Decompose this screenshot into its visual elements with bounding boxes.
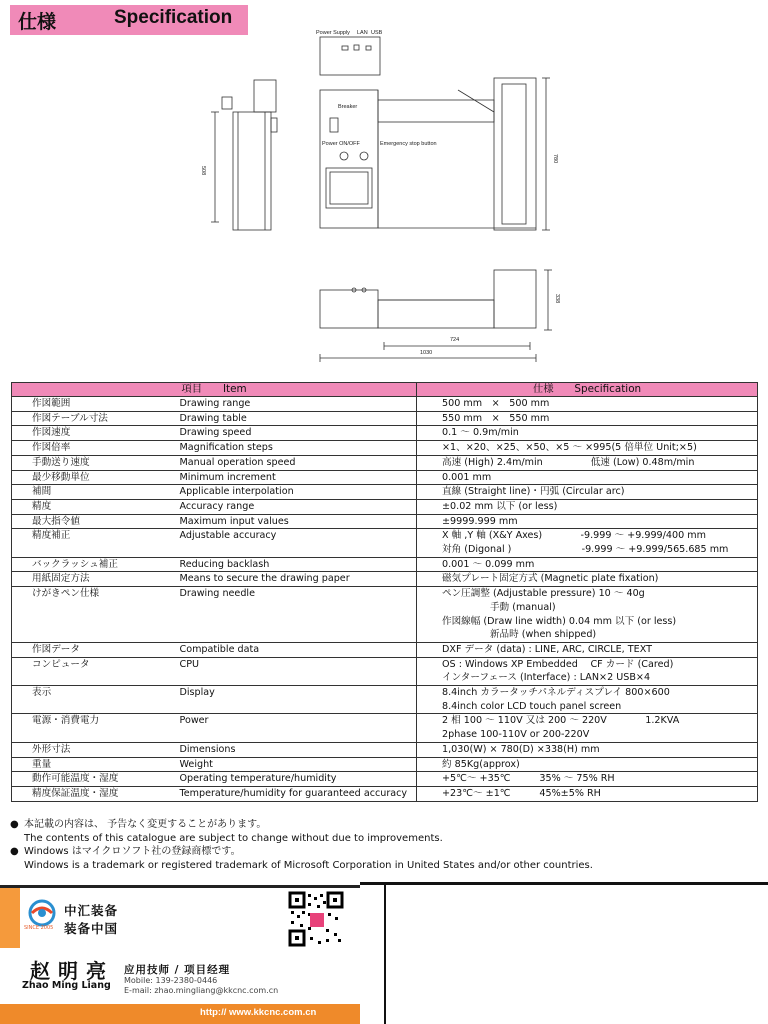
spec-item-jp: 最大指令値 (12, 514, 178, 529)
card-top-bar (0, 885, 360, 888)
note-1-jp: ● 本記載の内容は、 予告なく変更することがあります。 (10, 819, 267, 830)
company-name-line2: 装备中国 (64, 921, 119, 936)
label-power-onoff: Power ON/OFF (322, 141, 360, 147)
spec-row (12, 742, 758, 757)
connector-panel (320, 37, 380, 75)
header-item: 項目 Item (12, 383, 417, 397)
spec-item-jp: 精度 (12, 499, 178, 514)
spec-value (417, 786, 758, 801)
spec-value (417, 426, 758, 441)
spec-item-jp: バックラッシュ補正 (12, 557, 178, 572)
spec-value (417, 470, 758, 485)
contact-name-cn: 赵明亮 (30, 959, 114, 983)
spec-row (12, 686, 758, 714)
spec-item-en: Maximum input values (178, 514, 417, 529)
spec-value (417, 587, 758, 643)
notes (10, 818, 750, 872)
spec-item-jp: 外形寸法 (12, 742, 178, 757)
label-power-supply: Power Supply (316, 30, 350, 36)
spec-value-line: +5℃～ +35℃ 35% ～ 75% RH (442, 773, 615, 785)
spec-value (417, 772, 758, 787)
spec-value-line: 磁気プレート固定方式 (Magnetic plate fixation) (442, 573, 659, 585)
spec-row (12, 557, 758, 572)
header-spec: 仕様 Specification (417, 383, 758, 397)
note-1-en: The contents of this catalogue are subject to change without due to improvements. (24, 832, 443, 844)
spec-value (417, 757, 758, 772)
spec-item-en: Display (178, 686, 417, 714)
spec-value (417, 499, 758, 514)
spec-item-en: Weight (178, 757, 417, 772)
spec-item-jp: 精度補正 (12, 529, 178, 557)
spec-item-en: Temperature/humidity for guaranteed accuracy (178, 786, 417, 801)
contact-email: E-mail: zhao.mingliang@kkcnc.com.cn (124, 986, 279, 995)
spec-item-jp: けがきペン仕様 (12, 587, 178, 643)
spec-value-line: 8.4inch カラータッチパネルディスプレイ 800×600 (442, 687, 670, 699)
note-2-jp: ● Windows はマイクロソフト社の登録商標です。 (10, 846, 241, 857)
dim-724: 724 (450, 337, 460, 343)
spec-value-line: 1,030(W) × 780(D) ×338(H) mm (442, 743, 600, 755)
spec-value (417, 485, 758, 500)
spec-value-line: 2 相 100 ～ 110V 又は 200 ～ 220V 1.2KVA (442, 715, 680, 727)
spec-value (417, 714, 758, 742)
spec-row (12, 772, 758, 787)
spec-row (12, 441, 758, 456)
spec-item-en: Adjustable accuracy (178, 529, 417, 557)
spec-value-line: ±0.02 mm 以下 (or less) (442, 500, 558, 512)
technical-drawing (0, 0, 768, 380)
spec-row (12, 514, 758, 529)
card-accent (0, 888, 20, 948)
spec-row (12, 426, 758, 441)
spec-item-jp: 用紙固定方法 (12, 572, 178, 587)
contact-name-en: Zhao Ming Liang (22, 980, 111, 991)
header-title-en: Specification (114, 7, 233, 28)
label-usb: USB (371, 30, 383, 36)
contact-role: 应用技师 / 项目经理 (124, 964, 231, 976)
spec-value-line: DXF データ (data) : LINE, ARC, CIRCLE, TEXT (442, 643, 652, 655)
spec-item-jp: 作図倍率 (12, 441, 178, 456)
spec-value-line: インターフェース (Interface) : LAN×2 USB×4 (442, 672, 651, 684)
spec-value-line: ×1、×20、×25、×50、×5 ～ ×995(5 倍単位 Unit;×5) (442, 442, 697, 454)
spec-item-en: Reducing backlash (178, 557, 417, 572)
spec-item-jp: 精度保証温度・湿度 (12, 786, 178, 801)
dim-1030: 1030 (420, 350, 433, 356)
divider-vertical (384, 885, 386, 1024)
spec-item-jp: コンピュータ (12, 657, 178, 685)
elevation-view (320, 290, 378, 328)
spec-row (12, 485, 758, 500)
qr-code-icon (288, 891, 344, 947)
spec-table-body (12, 397, 758, 802)
spec-value-line: X 軸 ,Y 軸 (X&Y Axes) -9.999 ～ +9.999/400 mm (442, 530, 706, 542)
spec-value (417, 441, 758, 456)
spec-item-en: Magnification steps (178, 441, 417, 456)
label-lan: LAN (357, 30, 368, 36)
website-link[interactable]: http:// www.kkcnc.com.cn (200, 1007, 317, 1018)
divider-line (360, 882, 768, 885)
spec-item-jp: 作図速度 (12, 426, 178, 441)
header-title-jp: 仕様 (18, 11, 57, 33)
spec-row (12, 529, 758, 557)
spec-item-en: Means to secure the drawing paper (178, 572, 417, 587)
spec-value (417, 572, 758, 587)
spec-value-line: 対角 (Digonal ) -9.999 ～ +9.999/565.685 mm (442, 544, 729, 556)
dim-780: 780 (552, 154, 558, 164)
spec-value (417, 529, 758, 557)
spec-item-en: Dimensions (178, 742, 417, 757)
spec-row (12, 455, 758, 470)
spec-item-jp: 電源・消費電力 (12, 714, 178, 742)
spec-value-line: 0.001 mm (442, 471, 492, 483)
spec-value-line: ペン圧調整 (Adjustable pressure) 10 ～ 40g (442, 588, 645, 600)
spec-value (417, 686, 758, 714)
spec-item-en: Manual operation speed (178, 455, 417, 470)
spec-item-en: Operating temperature/humidity (178, 772, 417, 787)
spec-row (12, 499, 758, 514)
spec-value-line: 新品時 (when shipped) (442, 629, 597, 641)
spec-item-jp: 作図データ (12, 642, 178, 657)
spec-value-line: ±9999.999 mm (442, 515, 518, 527)
spec-value-line: 8.4inch color LCD touch panel screen (442, 700, 622, 712)
spec-item-jp: 作図範囲 (12, 397, 178, 412)
spec-item-en: Drawing speed (178, 426, 417, 441)
spec-item-jp: 手動送り速度 (12, 455, 178, 470)
spec-row (12, 714, 758, 742)
spec-value (417, 557, 758, 572)
dim-508: 508 (200, 166, 206, 176)
spec-value-line: 高速 (High) 2.4m/min 低速 (Low) 0.48m/min (442, 456, 695, 468)
label-breaker: Breaker (338, 104, 358, 110)
spec-table (11, 382, 758, 802)
spec-item-en: Minimum increment (178, 470, 417, 485)
spec-value-line: 550 mm × 550 mm (442, 412, 550, 424)
spec-row (12, 757, 758, 772)
spec-value-line: 0.1 ～ 0.9m/min (442, 427, 519, 439)
spec-item-jp: 補間 (12, 485, 178, 500)
spec-value (417, 642, 758, 657)
label-emergency: Emergency stop button (380, 141, 437, 147)
spec-value (417, 397, 758, 412)
spec-value-line: 直線 (Straight line)・円弧 (Circular arc) (442, 486, 625, 498)
front-view (320, 90, 378, 228)
spec-item-en: Power (178, 714, 417, 742)
spec-row (12, 470, 758, 485)
spec-item-en: Drawing range (178, 397, 417, 412)
spec-value-line: 500 mm × 500 mm (442, 398, 550, 409)
spec-item-jp: 動作可能温度・湿度 (12, 772, 178, 787)
spec-item-jp: 最少移動単位 (12, 470, 178, 485)
spec-table-header (12, 383, 758, 397)
spec-row (12, 397, 758, 412)
url-bar (0, 1004, 360, 1024)
spec-value-line: 手動 (manual) (442, 601, 556, 613)
spec-value-line: +23℃～ ±1℃ 45%±5% RH (442, 787, 601, 799)
spec-value (417, 455, 758, 470)
spec-row (12, 657, 758, 685)
spec-row (12, 642, 758, 657)
spec-value-line: 作図線幅 (Draw line width) 0.04 mm 以下 (or less) (442, 615, 677, 627)
spec-item-en: Accuracy range (178, 499, 417, 514)
spec-value (417, 742, 758, 757)
spec-item-en: CPU (178, 657, 417, 685)
spec-item-en: Compatible data (178, 642, 417, 657)
dim-338: 338 (554, 294, 560, 304)
company-logo-icon (24, 899, 60, 927)
spec-value-line: 約 85Kg(approx) (442, 758, 520, 770)
spec-item-en: Applicable interpolation (178, 485, 417, 500)
spec-value (417, 657, 758, 685)
spec-row (12, 786, 758, 801)
spec-row (12, 572, 758, 587)
spec-value-line: OS : Windows XP Embedded CF カード (Cared) (442, 658, 674, 670)
spec-value (417, 411, 758, 426)
spec-value-line: 2phase 100-110V or 200-220V (442, 729, 590, 741)
logo-since: SINCE 2005 (24, 925, 54, 931)
company-name-line1: 中汇装备 (64, 903, 119, 918)
spec-item-en: Drawing table (178, 411, 417, 426)
spec-value (417, 514, 758, 529)
spec-item-jp: 表示 (12, 686, 178, 714)
business-card (0, 885, 360, 1024)
spec-value-line: 0.001 ～ 0.099 mm (442, 558, 535, 570)
spec-item-jp: 重量 (12, 757, 178, 772)
spec-row (12, 587, 758, 643)
note-2-en: Windows is a trademark or registered trademark of Microsoft Corporation in United States and/or other countries. (24, 859, 593, 871)
spec-row (12, 411, 758, 426)
spec-item-jp: 作図テーブル寸法 (12, 411, 178, 426)
spec-item-en: Drawing needle (178, 587, 417, 643)
contact-mobile: Mobile: 139-2380-0446 (124, 976, 218, 985)
